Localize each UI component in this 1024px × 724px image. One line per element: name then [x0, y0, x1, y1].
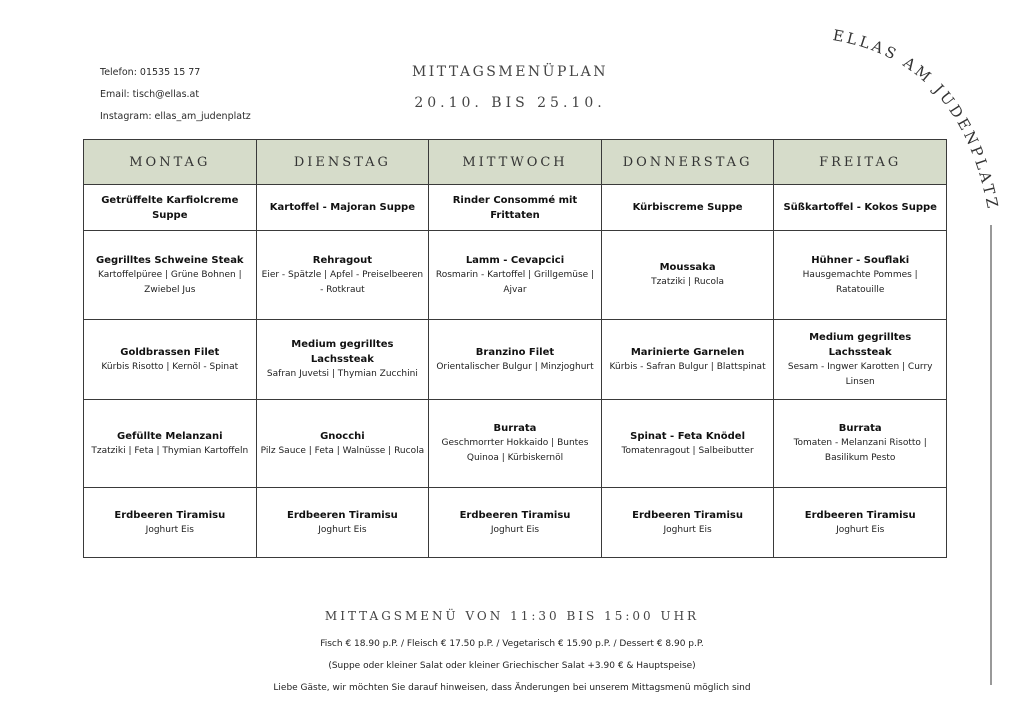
dish-name: Branzino Filet: [475, 346, 555, 358]
dish-name: Moussaka: [659, 262, 716, 273]
vegetarian-row: [84, 400, 947, 488]
dish-name: Goldbrassen Filet: [120, 346, 220, 358]
dish-name: Lamm - Cevapcici: [465, 254, 565, 266]
dish-sides: Joghurt Eis: [145, 524, 194, 535]
brand-text: ELLAS AM JUDENPLATZ: [831, 26, 1003, 213]
dish-name: Kürbiscreme Suppe: [632, 202, 743, 213]
menu-cell: [84, 231, 257, 320]
menu-cell: [601, 400, 774, 488]
dish-sides: Sesam - Ingwer Karotten | Curry Linsen: [787, 361, 933, 387]
menu-cell: [601, 185, 774, 231]
menu-cell: [84, 400, 257, 488]
menu-cell: [774, 400, 947, 488]
dish-name: Erdbeeren Tiramisu: [459, 509, 571, 521]
dish-sides: Safran Juvetsi | Thymian Zucchini: [266, 369, 418, 379]
menu-cell: [256, 400, 429, 488]
dish-name: Erdbeeren Tiramisu: [114, 509, 226, 521]
menu-cell: [256, 488, 429, 558]
dish-sides: Joghurt Eis: [490, 524, 540, 535]
starter-note: (Suppe oder kleiner Salat oder kleiner Griechischer Salat +3.90 € & Hauptspeise): [328, 661, 696, 671]
soup-row: [84, 185, 947, 231]
dish-sides: Eier - Spätzle | Apfel - Preiselbeeren - Rotkraut: [261, 269, 424, 295]
day-header: DIENSTAG: [256, 140, 429, 185]
dish-sides: Kartoffelpüree | Grüne Bohnen | Zwiebel Jus: [97, 269, 242, 295]
dish-name: Gnocchi: [320, 430, 365, 442]
menu-cell: [256, 185, 429, 231]
menu-cell: [601, 231, 774, 320]
dish-name: Medium gegrilltes Lachssteak: [291, 339, 394, 365]
dish-name: Hühner - Souflaki: [811, 254, 910, 266]
dish-name: Gegrilltes Schweine Steak: [95, 254, 244, 266]
menu-cell: [774, 231, 947, 320]
dish-sides: Rosmarin - Kartoffel | Grillgemüse | Ajvar: [435, 269, 595, 295]
dish-sides: Joghurt Eis: [663, 524, 712, 535]
dish-sides: Kürbis Risotto | Kernöl - Spinat: [101, 361, 239, 372]
dish-name: Rinder Consommé mit Frittaten: [452, 194, 578, 221]
menu-cell: [601, 320, 774, 400]
menu-cell: [84, 488, 257, 558]
menu-cell: [774, 488, 947, 558]
dish-sides: Kürbis - Safran Bulgur | Blattspinat: [609, 361, 766, 372]
menu-cell: [429, 488, 602, 558]
meat-row: [84, 231, 947, 320]
menu-cell: [256, 231, 429, 320]
instagram-handle: Instagram: ellas_am_judenplatz: [100, 111, 251, 122]
menu-cell: [84, 320, 257, 400]
dish-sides: Pilz Sauce | Feta | Walnüsse | Rucola: [260, 445, 425, 456]
dish-name: Rehragout: [312, 254, 372, 266]
menu-cell: [84, 185, 257, 231]
dish-name: Gefüllte Melanzani: [117, 430, 223, 442]
menu-cell: [601, 488, 774, 558]
dish-name: Spinat - Feta Knödel: [630, 430, 746, 442]
dish-name: Kartoffel - Majoran Suppe: [269, 202, 415, 213]
day-header: FREITAG: [774, 140, 947, 185]
price-list: Fisch € 18.90 p.P. / Fleisch € 17.50 p.P. / Vegetarisch € 15.90 p.P. / Dessert € 8.90 p.P.: [320, 639, 704, 649]
weekday-header-row: [84, 140, 947, 185]
dish-name: Burrata: [838, 423, 882, 434]
dish-sides: Orientalischer Bulgur | Minzjoghurt: [436, 361, 594, 372]
menu-cell: [774, 320, 947, 400]
dish-name: Erdbeeren Tiramisu: [286, 509, 398, 521]
dish-name: Erdbeeren Tiramisu: [804, 509, 916, 521]
menu-cell: [429, 185, 602, 231]
menu-cell: [429, 400, 602, 488]
dish-sides: Joghurt Eis: [836, 524, 885, 535]
phone-number: Telefon: 01535 15 77: [100, 67, 201, 78]
dish-sides: Hausgemachte Pommes | Ratatouille: [802, 269, 918, 295]
date-range: 20.10. BIS 25.10.: [414, 95, 606, 111]
dish-sides: Tomatenragout | Salbeibutter: [621, 445, 754, 456]
dessert-row: [84, 488, 947, 558]
day-header: MONTAG: [84, 140, 257, 185]
dish-name: Burrata: [493, 423, 537, 434]
dish-name: Medium gegrilltes Lachssteak: [809, 331, 912, 358]
dish-name: Getrüffelte Karfiolcreme Suppe: [101, 194, 239, 221]
dish-sides: Geschmorrter Hokkaido | Buntes Quinoa | Kürbiskernöl: [441, 438, 589, 463]
day-header: DONNERSTAG: [601, 140, 774, 185]
dish-sides: Tzatziki | Feta | Thymian Kartoffeln: [91, 445, 249, 456]
day-header: MITTWOCH: [429, 140, 602, 185]
email-address: Email: tisch@ellas.at: [100, 89, 200, 100]
menu-cell: [429, 231, 602, 320]
dish-name: Marinierte Garnelen: [630, 346, 745, 358]
weekly-menu-table: [83, 139, 947, 558]
menu-cell: [774, 185, 947, 231]
dish-sides: Tomaten - Melanzani Risotto | Basilikum Pesto: [793, 438, 927, 463]
fish-row: [84, 320, 947, 400]
change-disclaimer: Liebe Gäste, wir möchten Sie darauf hinweisen, dass Änderungen bei unserem Mittagsmenü möglich sind: [273, 683, 751, 693]
dish-sides: Tzatziki | Rucola: [651, 277, 725, 287]
menu-cell: [256, 320, 429, 400]
lunch-hours: MITTAGSMENÜ VON 11:30 BIS 15:00 UHR: [324, 609, 700, 623]
dish-sides: Joghurt Eis: [318, 524, 367, 535]
menu-cell: [429, 320, 602, 400]
dish-name: Erdbeeren Tiramisu: [632, 509, 743, 521]
dish-name: Süßkartoffel - Kokos Suppe: [783, 202, 937, 213]
page-title: MITTAGSMENÜPLAN: [411, 64, 609, 80]
